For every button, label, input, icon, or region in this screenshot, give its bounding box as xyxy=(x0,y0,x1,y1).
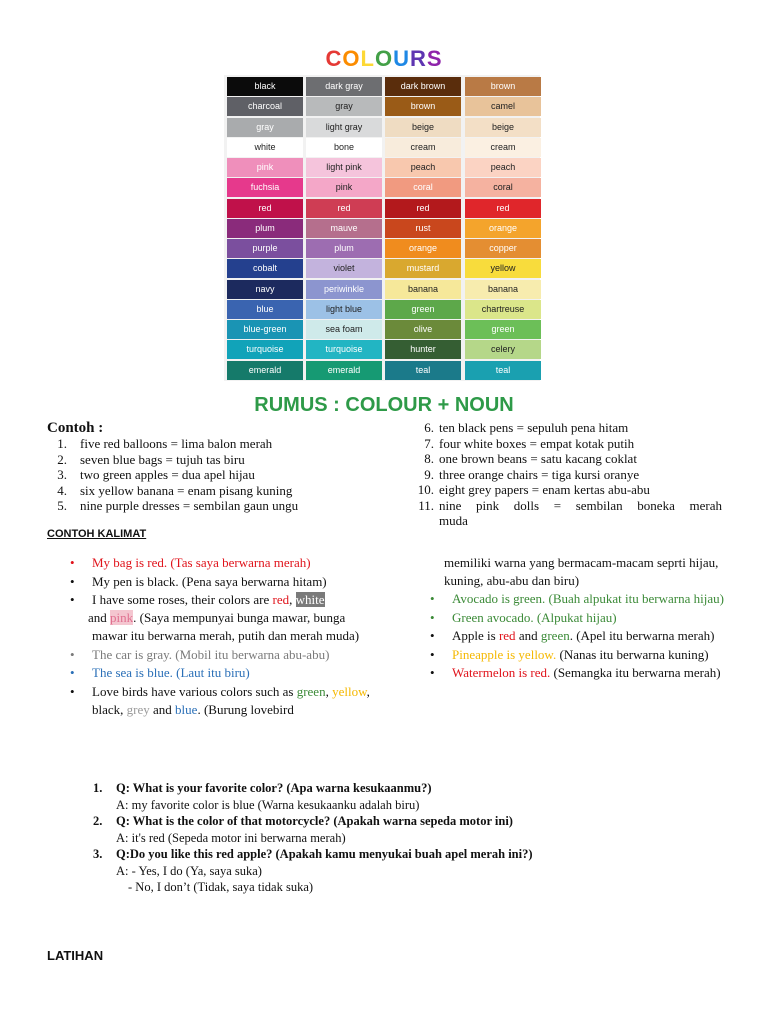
list-item xyxy=(430,627,735,645)
item-number: 6. xyxy=(424,420,434,435)
color-swatch: light pink xyxy=(306,158,382,177)
item-text: nine purple dresses = sembilan gaun ungu xyxy=(80,498,299,513)
question xyxy=(93,846,653,863)
color-swatch: dark brown xyxy=(385,77,461,96)
color-word-red: red xyxy=(498,628,516,643)
swatch-column xyxy=(385,77,461,381)
bullet-icon: • xyxy=(430,646,435,662)
question-text: Q: What is your favorite color? (Apa warna kesukaanmu?) xyxy=(116,781,432,795)
title-letter: S xyxy=(426,46,443,71)
sentence-text: . (Apel itu berwarna merah) xyxy=(569,628,715,643)
color-swatch: blue-green xyxy=(227,320,303,339)
sentence-text: My bag is red. (Tas saya berwarna merah) xyxy=(92,555,311,570)
color-swatch: charcoal xyxy=(227,97,303,116)
color-swatch: emerald xyxy=(306,361,382,380)
sentence-continuation: memiliki warna yang bermacam-macam seprti hijau, kuning, abu-abu dan biru) xyxy=(444,555,719,588)
bullet-icon: • xyxy=(430,591,435,606)
list-item xyxy=(410,482,722,498)
color-swatch: teal xyxy=(385,361,461,380)
bullet-icon: • xyxy=(70,573,75,589)
sentence-text: and xyxy=(515,628,541,643)
swatch-column xyxy=(227,77,303,381)
item-text: four white boxes = empat kotak putih xyxy=(439,435,635,451)
item-number: 10. xyxy=(417,482,434,497)
color-swatch: dark gray xyxy=(306,77,382,96)
item-text: ten black pens = sepuluh pena hitam xyxy=(439,420,629,435)
color-swatch: purple xyxy=(227,239,303,258)
sentence-text: (Semangka itu berwarna merah) xyxy=(550,665,721,680)
page-title xyxy=(0,46,768,72)
sentence-text: Pineapple is yellow. xyxy=(452,646,557,662)
color-swatch: olive xyxy=(385,320,461,339)
title-letter: O xyxy=(342,46,361,71)
examples-list-left xyxy=(47,436,367,514)
swatch-column xyxy=(465,77,541,381)
color-swatch: camel xyxy=(465,97,541,116)
color-swatch: brown xyxy=(385,97,461,116)
item-number: 4. xyxy=(57,482,67,498)
color-word-blue: blue xyxy=(175,701,198,717)
sentence-text: Green avocado. (Alpukat hijau) xyxy=(452,609,617,625)
sentence-text: The car is gray. (Mobil itu berwarna abu-abu) xyxy=(92,646,330,662)
question xyxy=(93,813,653,830)
exercise-heading: LATIHAN xyxy=(47,948,104,963)
examples-label: Contoh : xyxy=(47,420,104,436)
color-swatch: turquoise xyxy=(306,340,382,359)
answer: A: my favorite color is blue (Warna kesukaanku adalah biru) xyxy=(116,797,420,812)
sentence-text: and xyxy=(88,610,111,625)
list-item xyxy=(70,554,370,572)
question-text: Q:Do you like this red apple? (Apakah kamu menyukai buah apel merah ini?) xyxy=(116,847,533,861)
examples-list-right xyxy=(410,420,722,529)
answer: A: it's red (Sepeda motor ini berwarna merah) xyxy=(116,830,346,845)
swatch-column xyxy=(306,77,382,381)
color-swatch: banana xyxy=(465,280,541,299)
color-swatch: mauve xyxy=(306,219,382,238)
sentence-text: , xyxy=(289,592,296,607)
list-item xyxy=(410,420,722,436)
color-swatch: fuchsia xyxy=(227,178,303,197)
color-swatch: light blue xyxy=(306,300,382,319)
item-number: 3. xyxy=(57,467,67,482)
color-word-pink: pink xyxy=(110,610,134,625)
bullet-icon: • xyxy=(430,628,435,643)
bullet-icon: • xyxy=(70,665,75,680)
title-letter: C xyxy=(325,46,343,71)
item-text: three orange chairs = tiga kursi oranye xyxy=(439,466,640,482)
item-text: one brown beans = satu kacang coklat xyxy=(439,451,637,466)
bullet-icon: • xyxy=(70,592,75,607)
color-swatch: brown xyxy=(465,77,541,96)
list-item xyxy=(70,591,370,645)
color-swatch: coral xyxy=(465,178,541,197)
sentence-text: . (Saya mempunyai bunga mawar, bunga mawar itu berwarna merah, putih dan merah muda) xyxy=(92,610,360,643)
list-item xyxy=(70,664,370,682)
list-item xyxy=(70,646,370,664)
color-swatch: plum xyxy=(227,219,303,238)
item-number: 9. xyxy=(424,466,434,482)
bullet-icon: • xyxy=(70,646,75,662)
sentence-text: Apple is xyxy=(452,628,499,643)
item-text: eight grey papers = enam kertas abu-abu xyxy=(439,482,650,497)
qa-section xyxy=(93,780,653,896)
list-item xyxy=(47,483,367,499)
list-item xyxy=(410,467,722,483)
color-swatch: orange xyxy=(465,219,541,238)
answer: A: - Yes, I do (Ya, saya suka) xyxy=(116,863,262,878)
bullet-icon: • xyxy=(430,665,435,680)
question-number: 3. xyxy=(93,847,103,861)
item-text: nine pink dolls = sembilan boneka merah xyxy=(439,497,722,513)
color-swatch: gray xyxy=(227,118,303,137)
list-item xyxy=(47,452,367,468)
question-text: Q: What is the color of that motorcycle? (Apakah warna sepeda motor ini) xyxy=(116,814,513,828)
color-word-yellow: yellow xyxy=(332,683,367,699)
color-swatch: red xyxy=(385,199,461,218)
color-swatch: emerald xyxy=(227,361,303,380)
sentence-text: and xyxy=(149,701,176,717)
color-swatch: peach xyxy=(385,158,461,177)
color-word-green: green xyxy=(296,683,326,699)
item-number: 8. xyxy=(424,451,434,466)
color-swatch: chartreuse xyxy=(465,300,541,319)
sentence-text: The sea is blue. (Laut itu biru) xyxy=(92,665,250,680)
item-number: 5. xyxy=(57,498,67,513)
item-number: 7. xyxy=(424,435,434,451)
color-swatch: rust xyxy=(385,219,461,238)
color-word-grey: grey xyxy=(126,701,150,717)
item-number: 11. xyxy=(418,497,434,513)
item-text: five red balloons = lima balon merah xyxy=(80,436,273,451)
bullet-icon: • xyxy=(70,683,75,699)
list-item xyxy=(430,609,735,627)
color-swatch: navy xyxy=(227,280,303,299)
sentence-text: I have some roses, their colors are xyxy=(92,592,273,607)
title-letter: R xyxy=(409,46,427,71)
item-text: muda xyxy=(439,513,468,528)
title-letter: L xyxy=(360,46,375,71)
list-item xyxy=(430,590,735,608)
item-text: two green apples = dua apel hijau xyxy=(80,467,255,482)
color-swatch: violet xyxy=(306,259,382,278)
color-swatch: teal xyxy=(465,361,541,380)
color-swatch: cream xyxy=(385,138,461,157)
color-swatch: plum xyxy=(306,239,382,258)
item-text: seven blue bags = tujuh tas biru xyxy=(80,451,245,467)
title-letter: O xyxy=(374,46,394,71)
color-swatch: green xyxy=(385,300,461,319)
color-swatch: red xyxy=(227,199,303,218)
sentence-text: Avocado is green. (Buah alpukat itu berwarna hijau) xyxy=(452,591,724,606)
list-item xyxy=(410,451,722,467)
color-swatch: copper xyxy=(465,239,541,258)
color-swatch: orange xyxy=(385,239,461,258)
color-swatch: green xyxy=(465,320,541,339)
question-number: 1. xyxy=(93,781,103,795)
color-swatch: red xyxy=(465,199,541,218)
color-swatch: peach xyxy=(465,158,541,177)
color-swatch: light gray xyxy=(306,118,382,137)
list-item xyxy=(70,573,370,591)
color-word-green: green xyxy=(540,628,570,643)
color-swatch: turquoise xyxy=(227,340,303,359)
list-item xyxy=(47,498,367,514)
sentence-text: Watermelon is red. xyxy=(452,665,551,680)
color-swatch: blue xyxy=(227,300,303,319)
color-swatch: hunter xyxy=(385,340,461,359)
question-number: 2. xyxy=(93,814,103,828)
list-item xyxy=(70,683,370,719)
formula-heading: RUMUS : COLOUR + NOUN xyxy=(254,394,514,416)
color-swatch: mustard xyxy=(385,259,461,278)
item-number: 1. xyxy=(57,436,67,451)
sentence-text: , black, xyxy=(92,683,370,717)
item-text: six yellow banana = enam pisang kuning xyxy=(80,482,293,498)
color-swatch: yellow xyxy=(465,259,541,278)
color-swatch: red xyxy=(306,199,382,218)
list-item xyxy=(410,498,722,514)
color-word-white: white xyxy=(295,592,325,607)
sentences-list-right xyxy=(430,554,735,683)
item-number: 2. xyxy=(57,451,67,467)
color-swatch: sea foam xyxy=(306,320,382,339)
sentence-text: My pen is black. (Pena saya berwarna hitam) xyxy=(92,573,327,589)
color-swatch: coral xyxy=(385,178,461,197)
color-swatch: banana xyxy=(385,280,461,299)
title-letter: U xyxy=(393,46,410,71)
list-item-continuation xyxy=(410,513,722,529)
color-swatch: beige xyxy=(465,118,541,137)
color-swatch: pink xyxy=(306,178,382,197)
sentences-heading: CONTOH KALIMAT xyxy=(47,528,147,540)
sentences-list-left xyxy=(70,554,370,719)
sentence-text: , xyxy=(325,683,333,699)
color-swatch: bone xyxy=(306,138,382,157)
bullet-icon: • xyxy=(70,555,75,570)
bullet-icon: • xyxy=(430,609,435,625)
color-swatch: cream xyxy=(465,138,541,157)
color-swatch: celery xyxy=(465,340,541,359)
sentence-text: (Nanas itu berwarna kuning) xyxy=(556,646,709,662)
sentence-text: . (Burung lovebird xyxy=(197,701,294,717)
color-swatch: cobalt xyxy=(227,259,303,278)
question xyxy=(93,780,653,797)
color-swatch: white xyxy=(227,138,303,157)
list-item xyxy=(47,436,367,452)
color-swatch: black xyxy=(227,77,303,96)
color-swatch: gray xyxy=(306,97,382,116)
color-swatch: periwinkle xyxy=(306,280,382,299)
list-item xyxy=(47,467,367,483)
color-swatch: beige xyxy=(385,118,461,137)
color-swatch-chart xyxy=(224,75,540,381)
list-item xyxy=(410,436,722,452)
sentence-text: Love birds have various colors such as xyxy=(92,683,297,699)
list-item xyxy=(430,664,735,682)
answer: - No, I don’t (Tidak, saya tidak suka) xyxy=(128,880,314,894)
color-swatch: pink xyxy=(227,158,303,177)
list-item xyxy=(430,646,735,664)
color-word-red: red xyxy=(272,592,290,607)
